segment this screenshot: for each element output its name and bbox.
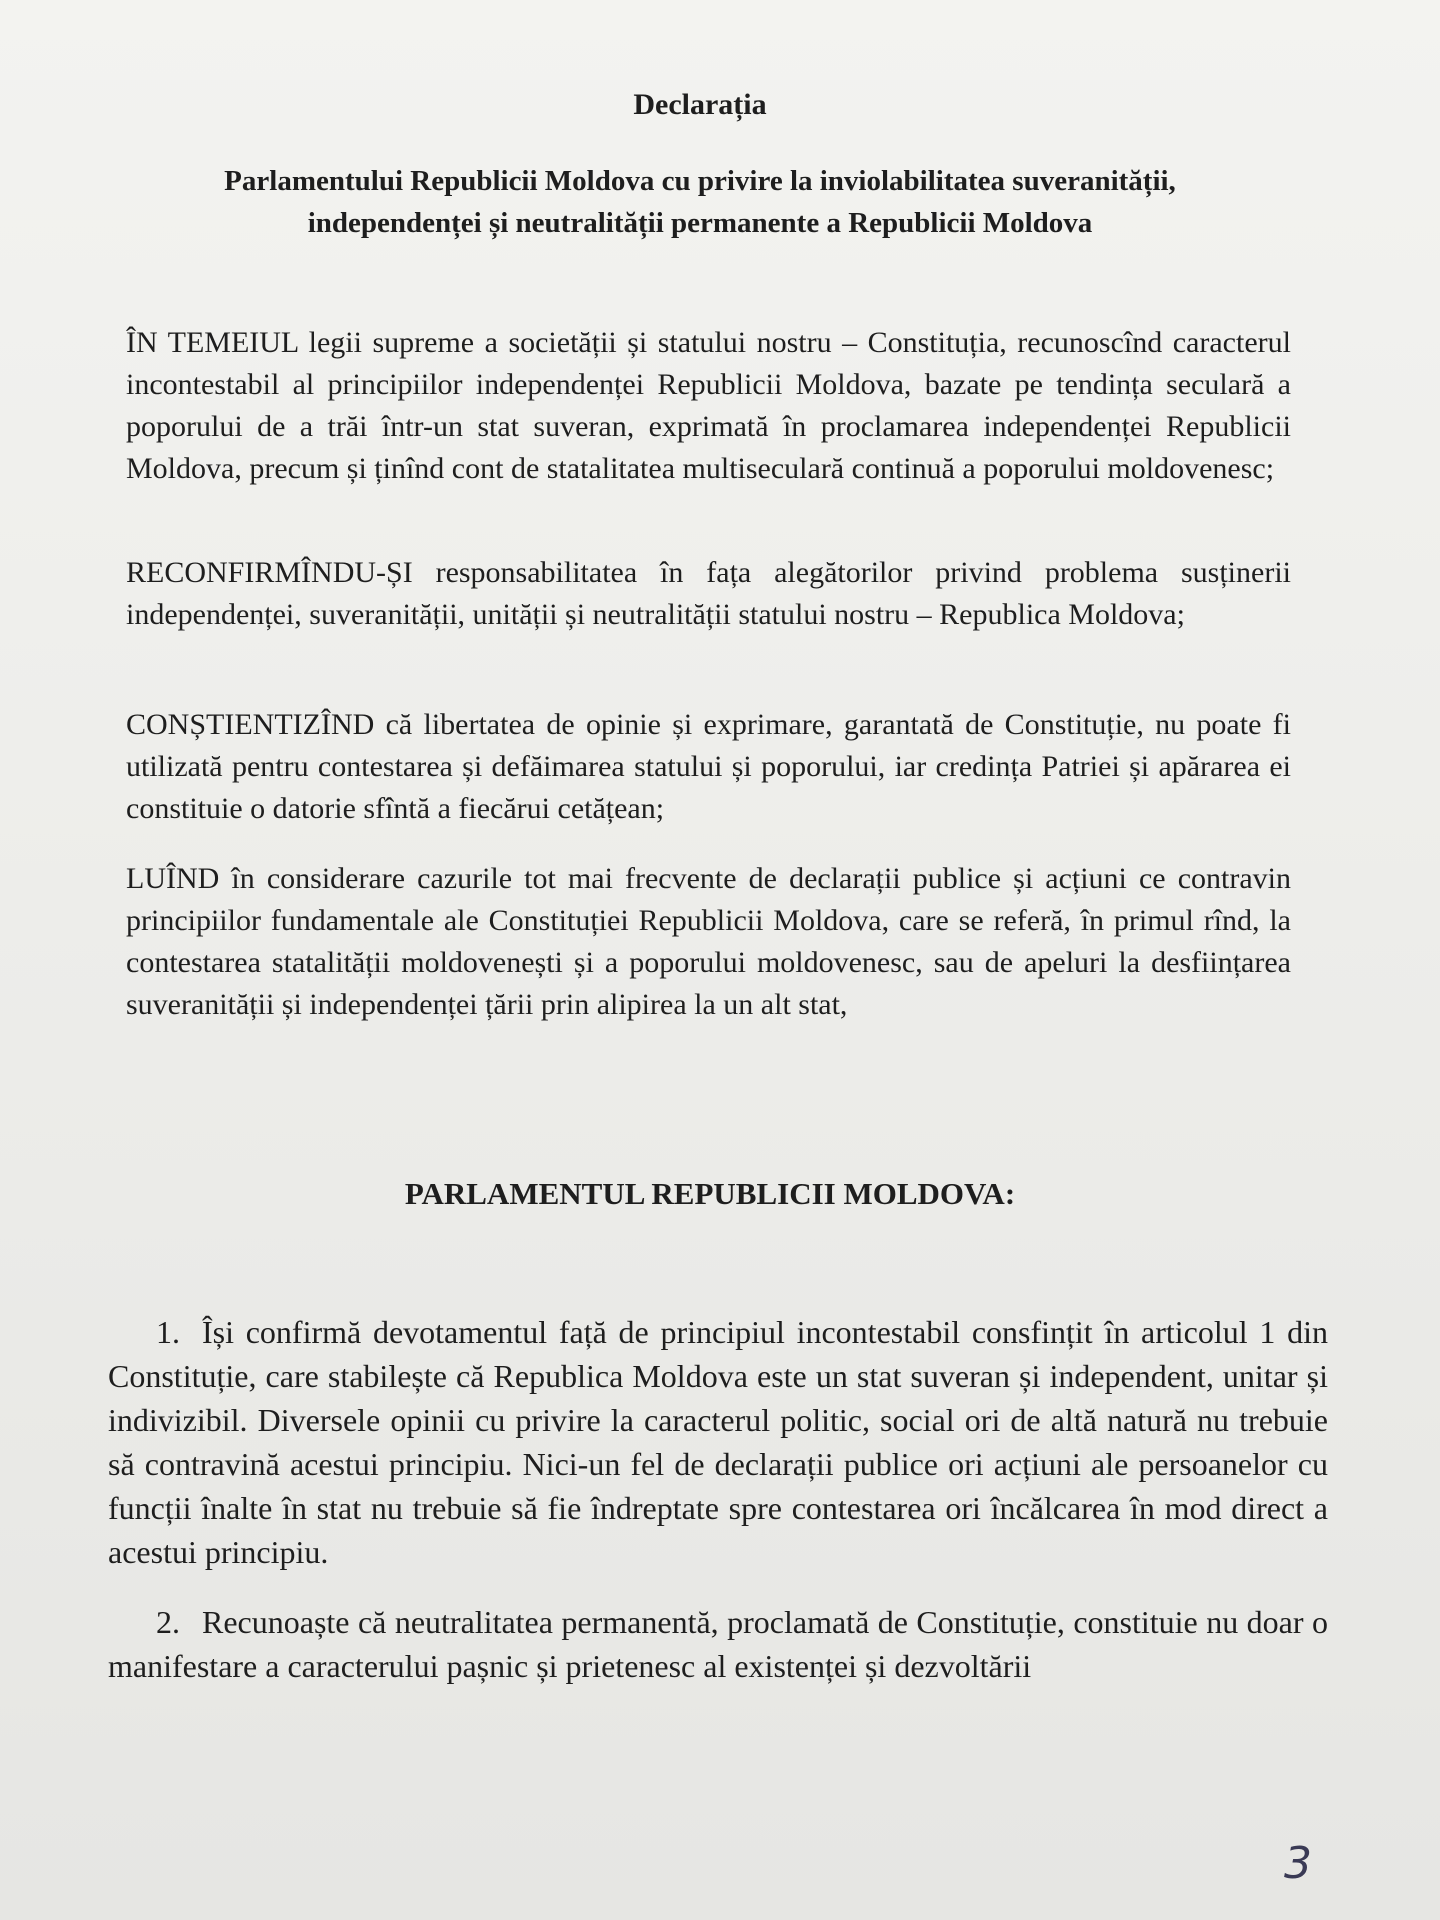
document-subtitle: Parlamentului Republicii Moldova cu privire la inviolabilitatea suveranității, independenței și neutralității permanente a Republicii Moldova xyxy=(224,165,1176,239)
item-number: 2. xyxy=(156,1604,180,1640)
paragraph-text: legii supreme a societății și statului nostru – Constituția, recunoscînd caracterul incontestabil al principiilor independenței Republicii Moldova, bazate pe tendința seculară a poporului de a trăi într-un stat suveran, exprimată în proclamarea independenței Republicii Moldova, precum și ținînd cont de statalitatea multiseculară continuă a poporului moldovenesc; xyxy=(126,326,1291,485)
document-title: Declarația xyxy=(633,88,767,121)
preamble-paragraph xyxy=(126,552,1291,636)
paragraph-lead: LUÎND xyxy=(126,862,220,895)
item-number: 1. xyxy=(156,1314,180,1350)
numbered-item xyxy=(108,1600,1328,1688)
paragraph-lead: RECONFIRMÎNDU-ȘI xyxy=(126,556,413,589)
paragraph-lead: CONȘTIENTIZÎND xyxy=(126,708,375,741)
numbered-item xyxy=(108,1310,1328,1574)
section-heading: PARLAMENTUL REPUBLICII MOLDOVA: xyxy=(404,1176,1016,1211)
preamble-paragraph xyxy=(126,322,1291,490)
item-text: Recunoaște că neutralitatea permanentă, proclamată de Constituție, constituie nu doar o manifestare a caracterului pașnic și prietenesc al existenței și dezvoltării xyxy=(108,1604,1328,1684)
paragraph-text: responsabilitatea în fața alegătorilor privind problema susținerii independenței, suveranității, unității și neutralității statului nostru – Republica Moldova; xyxy=(126,556,1291,631)
preamble-paragraph xyxy=(126,704,1291,830)
page-number: 3 xyxy=(1284,1838,1312,1889)
paragraph-text: că libertatea de opinie și exprimare, garantată de Constituție, nu poate fi utilizată pentru contestarea și defăimarea statului și poporului, iar credința Patriei și apărarea ei constituie o datorie sfîntă a fiecărui cetățean; xyxy=(126,708,1291,825)
paragraph-text: în considerare cazurile tot mai frecvente de declarații publice și acțiuni ce contravin principiilor fundamentale ale Constituției Republicii Moldova, care se referă, în primul rînd, la contestarea statalității moldovenești și a poporului moldovenesc, sau de apeluri la desființarea suveranității și independenței țării prin alipirea la un alt stat, xyxy=(126,862,1291,1021)
paragraph-lead: ÎN TEMEIUL xyxy=(126,326,299,359)
item-text: Își confirmă devotamentul față de principiul incontestabil consfințit în articolul 1 din Constituție, care stabilește că Republica Moldova este un stat suveran și independent, unitar și indivizibil. Diversele opinii cu privire la caracterul politic, social ori de altă natură nu trebuie să contravină acestui principiu. Nici-un fel de declarații publice ori acțiuni ale persoanelor cu funcții înalte în stat nu trebuie să fie îndreptate spre contestarea ori încălcarea în mod direct a acestui principiu. xyxy=(108,1314,1328,1570)
preamble-paragraph xyxy=(126,858,1291,1026)
